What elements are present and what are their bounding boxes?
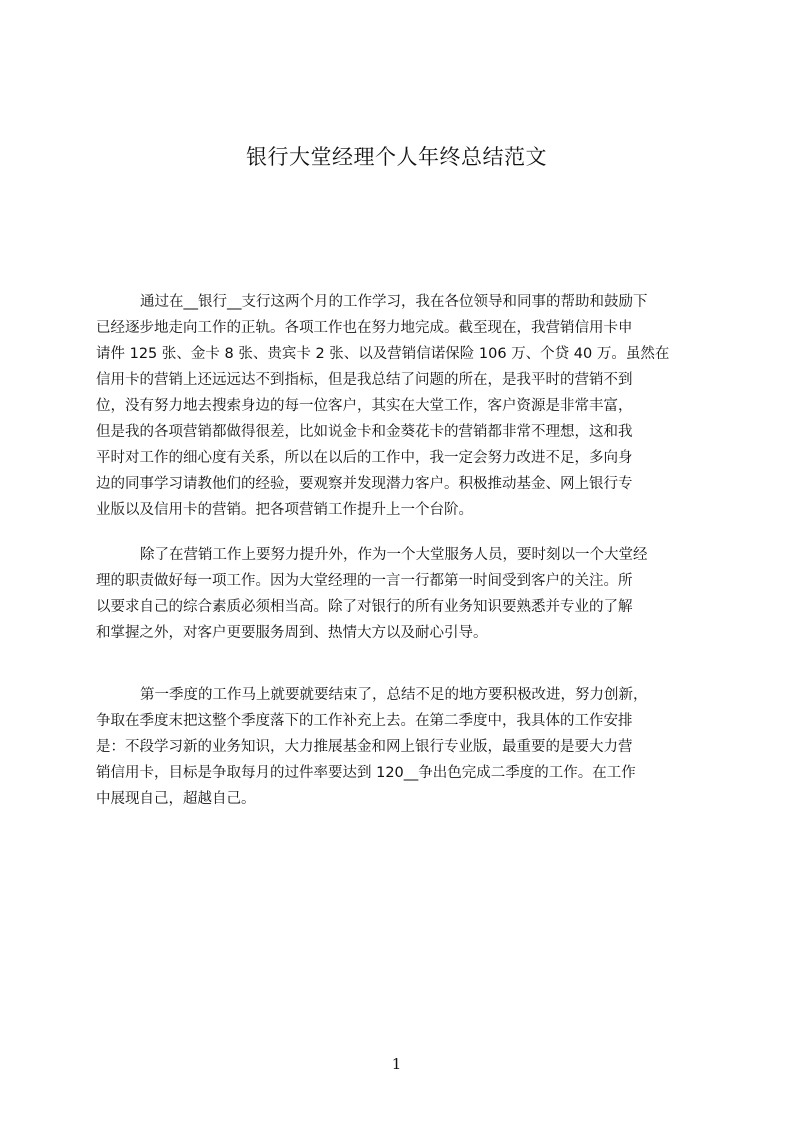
paragraph-line: 位，没有努力地去搜索身边的每一位客户，其实在大堂工作，客户资源是非常丰富，: [96, 398, 633, 414]
paragraph-line: 业版以及信用卡的营销。把各项营销工作提升上一个台阶。: [96, 502, 473, 518]
paragraph-line: 以要求自己的综合素质必须相当高。除了对银行的所有业务知识要熟悉并专业的了解: [96, 599, 633, 615]
paragraph-line: 边的同事学习请教他们的经验，要观察并发现潜力客户。积极推动基金、网上银行专: [96, 476, 633, 492]
paragraph-line: 但是我的各项营销都做得很差，比如说金卡和金葵花卡的营销都非常不理想，这和我: [96, 424, 633, 440]
paragraph-line: 理的职责做好每一项工作。因为大堂经理的一言一行都第一时间受到客户的关注。所: [96, 573, 633, 589]
document-title: 银行大堂经理个人年终总结范文: [246, 145, 547, 169]
paragraph-line: 平时对工作的细心度有关系，所以在以后的工作中，我一定会努力改进不足，多向身: [96, 450, 633, 466]
paragraph-line: 请件 125 张、金卡 8 张、贵宾卡 2 张、以及营销信诺保险 106 万、个贷 40 万。虽然在: [96, 346, 670, 362]
paragraph-line: 中展现自己，超越自己。: [96, 791, 256, 807]
paragraph-line: 争取在季度末把这整个季度落下的工作补充上去。在第二季度中，我具体的工作安排: [96, 713, 633, 729]
paragraph-line: 销信用卡，目标是争取每月的过件率要达到 120__争出色完成二季度的工作。在工作: [96, 765, 636, 781]
paragraph-line: 和掌握之外，对客户更要服务周到、热情大方以及耐心引导。: [96, 625, 488, 641]
paragraph-line: 第一季度的工作马上就要就要结束了，总结不足的地方要积极改进，努力创新，: [140, 687, 648, 703]
paragraph-line: 通过在__银行__支行这两个月的工作学习，我在各位领导和同事的帮助和鼓励下: [140, 294, 648, 310]
paragraph-3: [96, 682, 698, 812]
paragraph-2: [96, 542, 698, 646]
page-number: 1: [391, 1055, 402, 1073]
paragraph-1: [96, 289, 698, 523]
paragraph-line: 已经逐步地走向工作的正轨。各项工作也在努力地完成。截至现在，我营销信用卡申: [96, 320, 633, 336]
paragraph-line: 除了在营销工作上要努力提升外，作为一个大堂服务人员，要时刻以一个大堂经: [140, 547, 648, 563]
paragraph-line: 信用卡的营销上还远远达不到指标，但是我总结了问题的所在，是我平时的营销不到: [96, 372, 633, 388]
paragraph-line: 是：不段学习新的业务知识，大力推展基金和网上银行专业版，最重要的是要大力营: [96, 739, 633, 755]
